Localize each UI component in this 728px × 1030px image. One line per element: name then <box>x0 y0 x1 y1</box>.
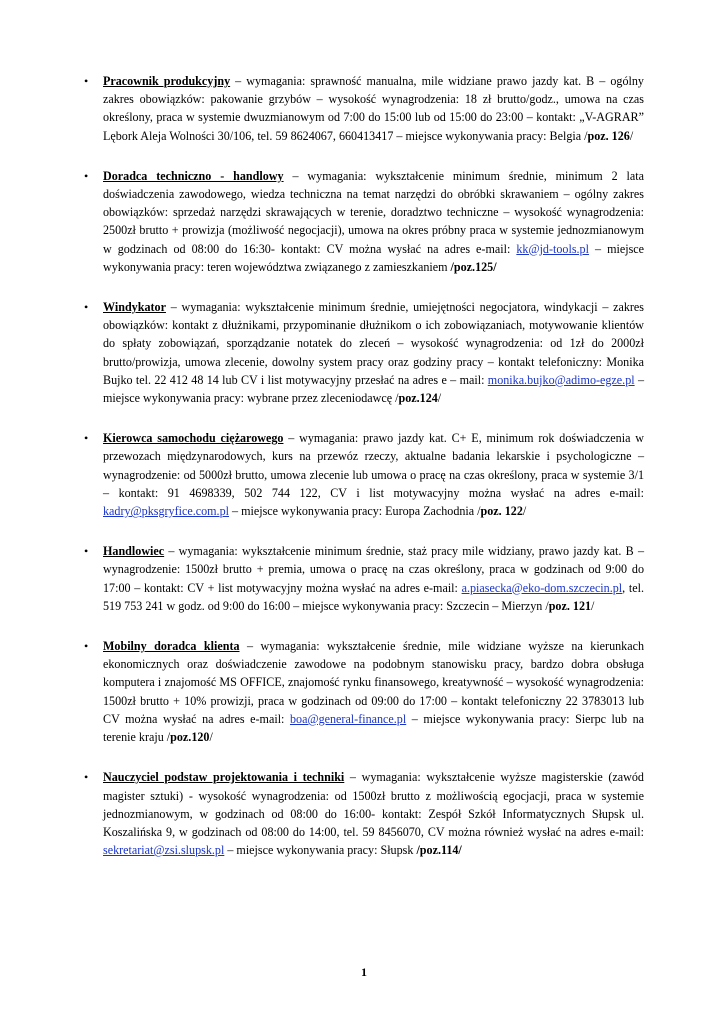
job-title: Kierowca samochodu ciężarowego <box>103 431 284 446</box>
job-ref-tail: / <box>591 598 595 613</box>
job-location: – miejsce wykonywania pracy: Europa Zachodnia / <box>229 504 481 519</box>
job-reference: /poz.114/ <box>416 843 462 858</box>
email-link[interactable]: monika.bujko@adimo-egze.pl <box>487 372 635 387</box>
job-details: – wymagania: wykształcenie minimum średnie, minimum 2 lata doświadczenia zawodowego, wiedza techniczna na temat narzędzi do obróbki skrawaniem – ogólny zakres obowiązków: sprzedaż narzędzi skrawających w terenie, doradztwo techniczne – wysokość wynagrodzenia: 2500zł brutto + prowizja (możliwość negocjacji), umowa na okres próbny praca w systemie jednozmianowym w godzinach od 08:00 do 16:30- kontakt: CV można wysłać na adres e-mail: <box>103 168 644 256</box>
email-link[interactable]: boa@general-finance.pl <box>289 711 407 726</box>
document-page <box>84 72 644 881</box>
job-details: – wymagania: wykształcenie średnie, mile widziane wyższe na kierunkach ekonomicznych oraz doświadczenie zawodowe na podobnym stanowisku pracy, bardzo dobra obsługa komputera i znajomość MS OFFICE, znajomość rynku finansowego, kreatywność – wysokość wynagrodzenia: 1500zł brutto + 10% prowizji, praca w godzinach od 09:00 do 17:00 – kontakt telefoniczny 22 3783013 lub CV można wysłać na adres e-mail: <box>103 639 644 726</box>
bullet-icon: • <box>84 544 89 559</box>
job-offer <box>84 167 644 276</box>
job-location: – miejsce wykonywania pracy: teren województwa związanego z zamieszkaniem <box>103 241 645 274</box>
job-ref-tail: / <box>437 391 442 406</box>
job-reference: poz. 121 <box>548 598 592 613</box>
job-reference: poz.120 <box>170 730 210 745</box>
job-offer <box>84 429 644 520</box>
job-reference: /poz.125/ <box>450 259 497 274</box>
bullet-icon: • <box>84 770 89 785</box>
job-title: Handlowiec <box>103 544 165 559</box>
job-title: Windykator <box>103 300 166 315</box>
job-reference: poz. 122 <box>480 504 523 519</box>
job-offer <box>84 768 644 859</box>
job-details: – wymagania: wykształcenie minimum średnie, umiejętności negocjatora, windykacji – zakres obowiązków: kontakt z dłużnikami, przypominanie dłużnikom o ich zobowiązaniach, motywowanie klientów do spłaty zobowiązań, sporządzanie notatek do zleceń – wysokość wynagrodzenia: od 1zł do 2000zł brutto/prowizja, umowa zlecenie, dowolny system pracy oraz godziny pracy – kontakt telefoniczny: Monika Bujko tel. 22 412 48 14 lub CV i list motywacyjny przesłać na adres e – mail: <box>103 300 644 387</box>
job-location: , tel. 519 753 241 w godz. od 9:00 do 16:00 – miejsce wykonywania pracy: Szczecin – Mierzyn / <box>103 580 644 613</box>
job-title: Doradca techniczno - handlowy <box>103 168 284 183</box>
job-title: Pracownik produkcyjny <box>103 74 231 88</box>
job-reference: poz. 126 <box>587 128 630 143</box>
job-title: Mobilny doradca klienta <box>103 639 240 654</box>
email-link[interactable]: a.piasecka@eko-dom.szczecin.pl <box>461 580 623 595</box>
job-offer <box>84 637 644 746</box>
job-ref-tail: / <box>522 504 527 519</box>
job-reference: poz.124 <box>398 391 438 406</box>
bullet-icon: • <box>84 168 89 183</box>
job-location: – miejsce wykonywania pracy: Sierpc lub na terenie kraju / <box>103 711 644 745</box>
job-ref-tail: / <box>629 128 634 143</box>
job-details: – wymagania: wykształcenie minimum średnie, staż pracy mile widziany, prawo jazdy kat. B – wynagrodzenie: 1500zł brutto + premia, umowa o pracę na czas określony, praca w godzinach od 9:00 do 17:00 – kontakt: CV + list motywacyjny można wysłać na adres e-mail: <box>103 544 644 595</box>
job-location: – miejsce wykonywania pracy: Słupsk <box>224 843 417 858</box>
job-offer <box>84 72 644 145</box>
email-link[interactable]: sekretariat@zsi.slupsk.pl <box>103 843 225 858</box>
bullet-icon: • <box>84 74 89 88</box>
page-number: 1 <box>361 965 367 979</box>
bullet-icon: • <box>84 300 89 315</box>
job-ref-tail: / <box>209 730 213 745</box>
job-details: – wymagania: sprawność manualna, mile widziane prawo jazdy kat. B – ogólny zakres obowiązków: pakowanie grzybów – wysokość wynagrodzenia: 18 zł brutto/godz., umowa na czas określony, praca w systemie dwuzmianowym od 7:00 do 15:00 lub od 15:00 do 23:00 – kontakt: „V-AGRAR” Lębork Aleja Wolności 30/106, tel. 59 8624067, 660413417 – miejsce wykonywania pracy: Belgia / <box>103 74 644 143</box>
bullet-icon: • <box>84 639 89 654</box>
job-title: Nauczyciel podstaw projektowania i techniki <box>103 770 345 785</box>
job-location: – miejsce wykonywania pracy: wybrane przez zleceniodawcę / <box>103 372 644 406</box>
email-link[interactable]: kadry@pksgryfice.com.pl <box>103 504 229 519</box>
job-offer <box>84 542 644 615</box>
email-link[interactable]: kk@jd-tools.pl <box>516 241 589 256</box>
bullet-icon: • <box>84 431 89 446</box>
job-offer <box>84 298 644 407</box>
job-details: – wymagania: prawo jazdy kat. C+ E, minimum rok doświadczenia w przewozach międzynarodowych, kurs na przewóz rzeczy, aktualne badania lekarskie i psychologiczne – wynagrodzenie: od 5000zł brutto, umowa zlecenie lub umowa o pracę na czas określony, praca w systemie 3/1 – kontakt: 91 4698339, 502 744 122, CV i list motywacyjny można wysłać na adres e-mail: <box>103 431 644 500</box>
job-details: – wymagania: wykształcenie wyższe magisterskie (zawód magister sztuki) - wysokość wynagrodzenia: od 1500zł brutto z możliwością egocjacji, praca w systemie jednozmianowym, w godzinach od 08:00 do 16:00- kontakt: Zespół Szkół Informatycznych Słupsk ul. Koszalińska 9, w godzinach od 08:00 do 14:00, tel. 59 8456070, CV można również wysłać na adres e-mail: <box>103 770 644 839</box>
